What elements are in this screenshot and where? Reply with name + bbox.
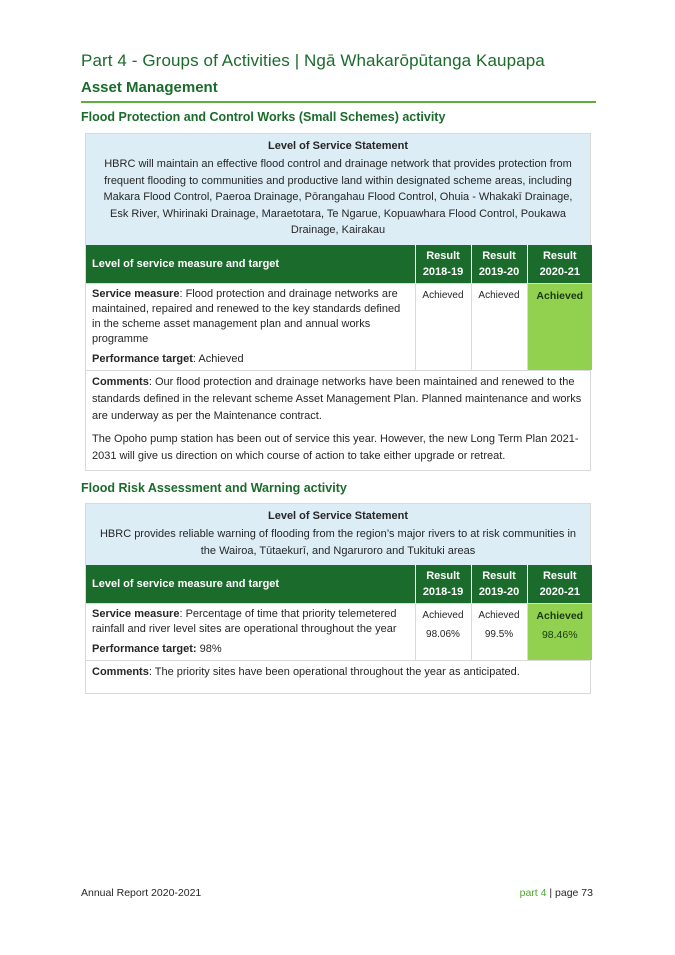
footer-report-title: Annual Report 2020-2021: [81, 887, 202, 899]
result-status: Achieved: [478, 610, 520, 621]
result-2020-21: [527, 604, 592, 661]
header-result-2019-20: [471, 565, 527, 604]
service-measure-text: : Percentage of time that priority telemetered rainfall and river level sites are operational throughout the year: [92, 608, 397, 635]
table-header-row: [86, 565, 592, 604]
header-result-label: Result: [426, 249, 460, 262]
service-measure-label: Service measure: [92, 608, 180, 620]
comments: [86, 660, 590, 693]
comments-paragraph: [92, 374, 584, 425]
performance-target: [92, 352, 409, 367]
header-result-2020-21: [527, 245, 592, 284]
section-title: Asset Management: [81, 79, 218, 96]
service-measure-table: [86, 245, 592, 370]
level-of-service-statement: [86, 504, 590, 565]
result-2019-20: [471, 604, 527, 661]
los-heading: Level of Service Statement: [267, 140, 408, 152]
result-value: 98.46%: [541, 629, 578, 641]
los-text: HBRC provides reliable warning of flooding from the region’s major rivers to at risk communities in the Wairoa, Tūtaekurī, and Ngaruroro and Tukituki areas: [99, 528, 577, 557]
footer-page-number: page 73: [555, 887, 593, 899]
header-year: 2020-21: [539, 586, 580, 598]
header-year: 2019-20: [478, 586, 520, 598]
activity-block-flood-protection: [85, 133, 591, 471]
header-result-2018-19: [415, 245, 471, 284]
header-year: 2020-21: [539, 265, 580, 278]
los-heading: Level of Service Statement: [267, 510, 408, 522]
header-year: 2019-20: [478, 265, 520, 278]
performance-target: [92, 642, 409, 657]
result-value: 98.06%: [426, 629, 460, 640]
activity-block-flood-risk: [85, 503, 591, 694]
header-result-label: Result: [426, 570, 460, 582]
result-status: Achieved: [422, 610, 464, 621]
performance-target-text: : Achieved: [192, 352, 244, 365]
footer-page-reference: [520, 887, 593, 899]
header-result-2018-19: [415, 565, 471, 604]
table-header-row: [86, 245, 592, 284]
performance-target-label: Performance target:: [92, 643, 197, 655]
result-2019-20: Achieved: [471, 283, 527, 370]
result-status: Achieved: [536, 610, 584, 622]
result-2018-19: [415, 604, 471, 661]
service-measure-label: Service measure: [92, 287, 180, 300]
header-result-2020-21: [527, 565, 592, 604]
service-measure-table: [86, 565, 592, 660]
section-divider: [81, 101, 596, 103]
comments-text: : Our flood protection and drainage networks have been maintained and renewed to the standards defined in the relevant scheme Asset Management Plan. Planned maintenance and works are underway as per the Maintenance contract.: [92, 375, 582, 422]
performance-target-label: Performance target: [92, 352, 193, 365]
header-year: 2018-19: [422, 586, 464, 598]
table-row: [86, 604, 592, 661]
header-result-label: Result: [542, 249, 577, 262]
page-title: Part 4 - Groups of Activities | Ngā Whakarōpūtanga Kaupapa: [81, 51, 545, 70]
activity-title-flood-protection: Flood Protection and Control Works (Small Schemes) activity: [81, 110, 446, 124]
activity-title-flood-risk: Flood Risk Assessment and Warning activity: [81, 481, 347, 495]
comments: [86, 370, 590, 470]
result-value: 99.5%: [484, 629, 514, 640]
footer-separator: |: [546, 887, 556, 899]
measure-cell: [86, 283, 415, 370]
level-of-service-statement: [86, 134, 590, 245]
footer-part: part 4: [519, 887, 547, 899]
header-result-2019-20: [471, 245, 527, 284]
comments-text: : The priority sites have been operational throughout the year as anticipated.: [148, 666, 520, 678]
header-measure: Level of service measure and target: [86, 245, 415, 284]
result-2018-19: Achieved: [415, 283, 471, 370]
service-measure-text: : Flood protection and drainage networks are maintained, repaired and renewed to the key standards defined in the scheme asset management plan and annual works programme: [92, 287, 401, 345]
table-row: [86, 283, 592, 370]
comments-paragraph: [92, 664, 584, 681]
header-year: 2018-19: [422, 265, 464, 278]
header-result-label: Result: [542, 570, 577, 582]
service-measure: [92, 287, 409, 347]
result-2020-21: Achieved: [527, 283, 592, 370]
measure-cell: [86, 604, 415, 661]
service-measure: [92, 607, 409, 637]
comments-label: Comments: [92, 666, 149, 678]
header-result-label: Result: [482, 570, 516, 582]
comments-label: Comments: [92, 375, 149, 388]
los-text: HBRC will maintain an effective flood control and drainage network that provides protection from frequent flooding to communities and productive land within designated scheme areas, including Makara Flood Control, Paeroa Drainage, Pōrangahau Flood Control, Ohuia - Whakakī Drainage, Esk River, Whirinaki Drainage, Maraetotara, Te Ngarue, Kopuawhara Flood Control, Poukawa Drainage, Kairakau: [103, 158, 573, 236]
header-measure: Level of service measure and target: [86, 565, 415, 604]
header-result-label: Result: [482, 249, 516, 262]
comments-paragraph-2: The Opoho pump station has been out of service this year. However, the new Long Term Plan 2021-2031 will give us direction on which course of action to take either upgrade or retreat.: [92, 432, 579, 462]
performance-target-text: 98%: [196, 643, 222, 655]
